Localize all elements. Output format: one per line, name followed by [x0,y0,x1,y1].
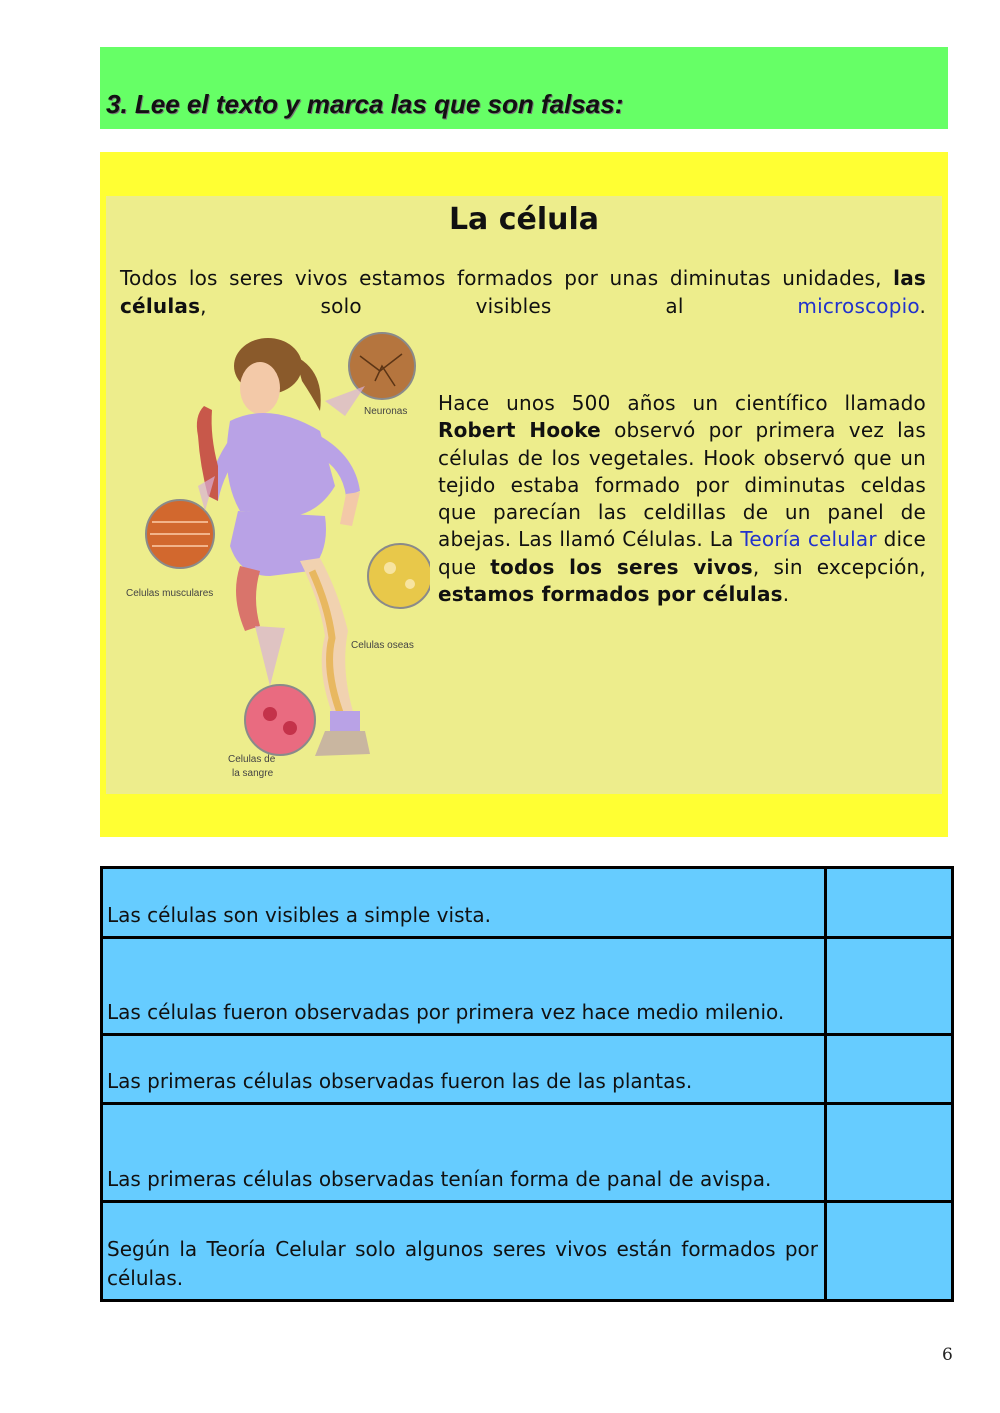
table-row [102,938,953,1035]
bone-dot-1 [384,562,396,574]
true-false-table [100,866,954,1302]
label-musculares: Celulas musculares [126,588,214,599]
mark-checkbox[interactable] [826,1035,953,1104]
leg-right-shape [300,558,355,721]
sock-shape [330,711,360,733]
label-oseas: Celulas oseas [351,640,414,651]
blood-dot-2 [283,721,297,735]
exercise-title: 3. Lee el texto y marca las que son falsas: [106,89,624,119]
girl-running-image [120,326,430,786]
p1-text-3: . [919,294,926,318]
p2-text-5: . [782,582,790,607]
face-shape [240,362,280,414]
table-row [102,1202,953,1301]
pointer-blood [255,626,285,686]
pointer-neuron [325,386,365,416]
label-neuronas: Neuronas [364,406,408,417]
p2-text-1: Hace unos 500 años un científico llamado [438,391,926,415]
p2-text-4: , sin excepción, [752,554,926,579]
p2-text-2: observó por primera vez las células de los vegetales. Hook observó que un tejido estaba formado por diminutas celdas que parecían las celdillas de un panel de abejas. Las llamó Células. La [438,418,926,552]
p1-text-1: Todos los seres vivos estamos formados por unas diminutas unidades, [120,266,894,290]
reading-title: La célula [448,202,600,237]
reading-paragraph-2 [438,390,926,608]
p2-text-3: dice que [438,527,926,579]
p1-bold-1: las células [120,266,926,318]
p2-bold-2: todos los seres vivos [490,554,753,579]
label-sangre-1: Celulas de [228,754,276,765]
label-sangre-2: la sangre [232,768,274,779]
title-bar [100,47,948,129]
page-number: 6 [942,1345,953,1365]
mark-checkbox[interactable] [826,868,953,938]
shoe-shape [315,731,370,756]
statement-cell: Las primeras células observadas fueron las de las plantas. [102,1035,826,1104]
hand-right-shape [340,492,360,526]
reading-paragraph-1 [120,264,926,320]
bone-dot-2 [405,579,415,589]
p1-text-2: , solo visibles al [200,294,798,318]
statement-cell: Las células fueron observadas por primera vez hace medio milenio. [102,938,826,1035]
teoria-celular-link[interactable]: Teoría celular [740,527,877,552]
table-row [102,1104,953,1202]
ponytail-shape [295,356,321,411]
microscopio-link[interactable]: microscopio [797,294,920,318]
bone-cell-circle [368,544,430,608]
statement-cell: Las células son visibles a simple vista. [102,868,826,938]
blood-dot-1 [263,707,277,721]
reading-content [106,196,942,794]
leg-left-shape [236,566,260,631]
shirt-shape [227,413,335,516]
statement-cell: Las primeras células observadas tenían forma de panal de avispa. [102,1104,826,1202]
statement-cell: Según la Teoría Celular solo algunos seres vivos están formados por células. [102,1202,826,1301]
mark-checkbox[interactable] [826,1202,953,1301]
p2-bold-1: Robert Hooke [438,418,601,443]
human-cells-illustration [120,326,430,786]
blood-cell-circle [245,685,315,755]
p2-bold-3: estamos formados por células [438,582,783,607]
mark-checkbox[interactable] [826,938,953,1035]
table-row [102,868,953,938]
reading-panel [100,152,948,837]
table-row [102,1035,953,1104]
mark-checkbox[interactable] [826,1104,953,1202]
